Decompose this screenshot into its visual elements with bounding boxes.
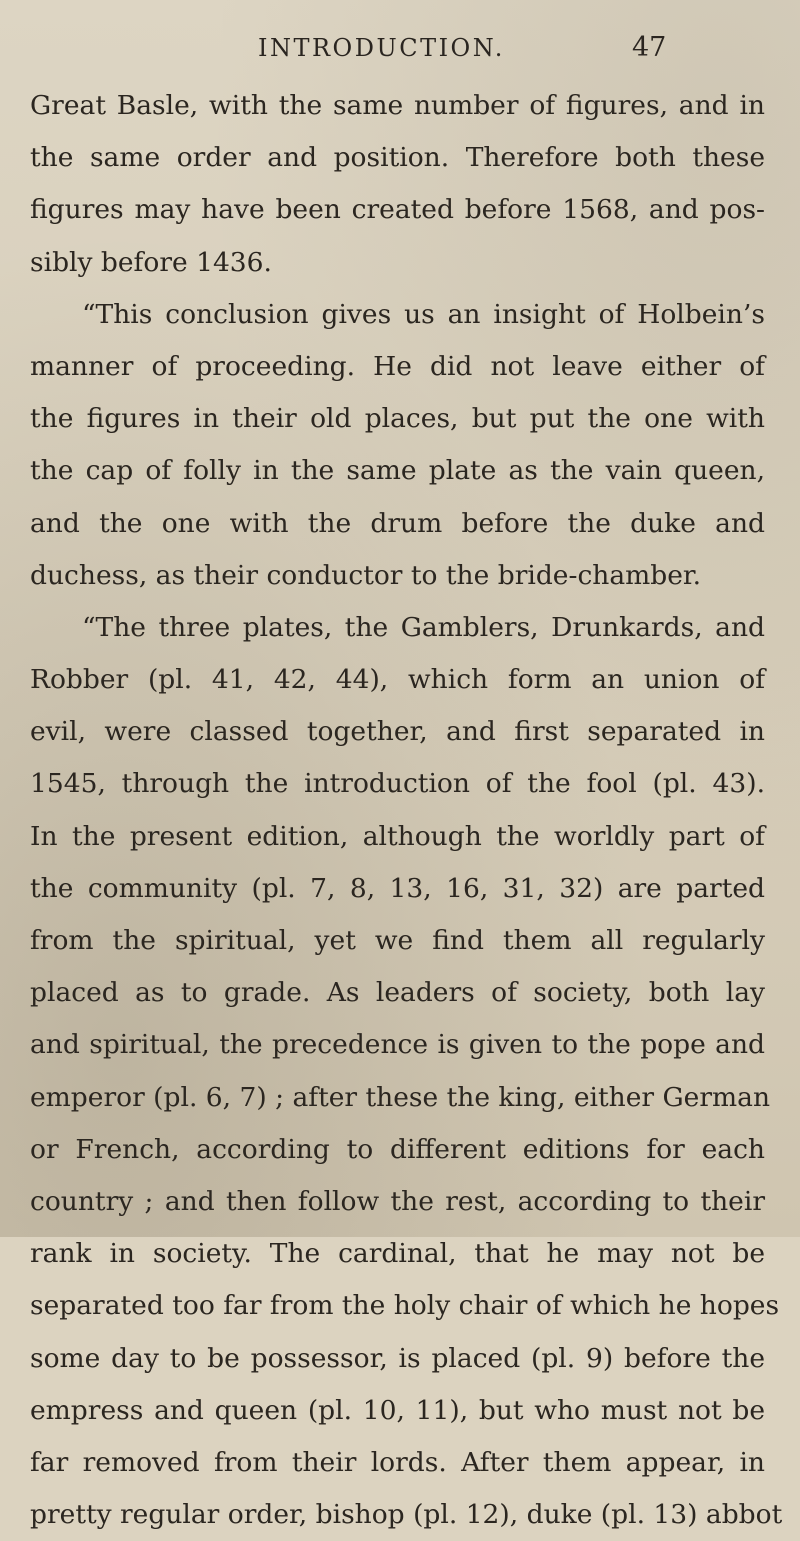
- text-line: “The three plates, the Gamblers, Drunkards, and: [82, 611, 765, 643]
- text-line: from the spiritual, yet we find them all regularly: [30, 925, 765, 956]
- text-line: the same order and position. Therefore both these: [30, 142, 765, 174]
- text-line: evil, were classed together, and first separated in: [30, 716, 765, 748]
- text-line: rank in society. The cardinal, that he may not be: [30, 1238, 765, 1270]
- text-line: empress and queen (pl. 10, 11), but who must not be: [30, 1394, 765, 1426]
- text-line: far removed from their lords. After them appear, in: [30, 1446, 765, 1478]
- text-line: duchess, as their conductor to the bride-chamber.: [30, 559, 702, 591]
- text-line: the community (pl. 7, 8, 13, 16, 31, 32) are parted: [30, 872, 765, 904]
- text-line: country ; and then follow the rest, according to their: [30, 1185, 765, 1217]
- text-line: sibly before 1436.: [30, 246, 272, 278]
- running-title: INTRODUCTION.: [258, 34, 505, 62]
- text-line: the cap of folly in the same plate as the vain queen,: [30, 455, 765, 487]
- running-head: [0, 28, 800, 68]
- text-line: separated too far from the holy chair of which he hopes: [30, 1290, 780, 1322]
- text-line: 1545, through the introduction of the fool (pl. 43).: [30, 768, 765, 800]
- page-number: 47: [632, 32, 667, 63]
- text-line: Robber (pl. 41, 42, 44), which form an union of: [30, 664, 765, 696]
- text-line: placed as to grade. As leaders of society, both lay: [30, 977, 765, 1009]
- text-line: or French, according to different editions for each: [30, 1133, 765, 1165]
- text-line: and spiritual, the precedence is given to the pope and: [30, 1029, 765, 1061]
- text-line: the figures in their old places, but put the one with: [30, 403, 765, 435]
- text-line: Great Basle, with the same number of figures, and in: [30, 90, 765, 121]
- text-line: “This conclusion gives us an insight of Holbein’s: [82, 298, 765, 330]
- text-line: some day to be possessor, is placed (pl. 9) before the: [30, 1342, 765, 1374]
- text-line: emperor (pl. 6, 7) ; after these the king, either German: [30, 1081, 771, 1113]
- text-line: and the one with the drum before the duke and: [30, 507, 765, 539]
- text-line: pretty regular order, bishop (pl. 12), duke (pl. 13) abbot: [30, 1499, 783, 1531]
- text-line: In the present edition, although the worldly part of: [30, 820, 765, 852]
- body-text: [30, 80, 790, 1541]
- text-line: figures may have been created before 1568, and pos-: [30, 194, 765, 226]
- text-line: manner of proceeding. He did not leave either of: [30, 350, 765, 382]
